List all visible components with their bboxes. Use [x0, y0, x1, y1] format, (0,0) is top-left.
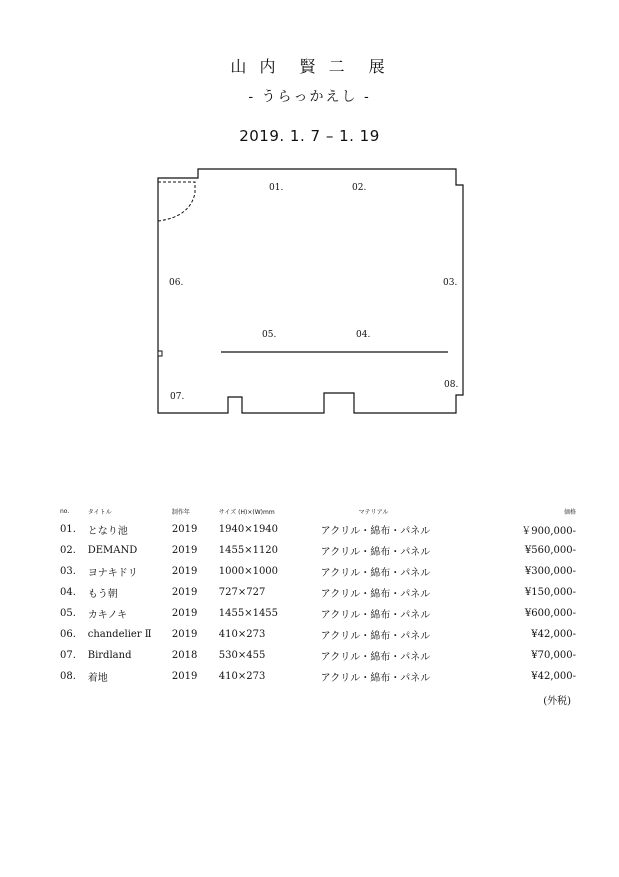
header-year: 制作年 [171, 508, 190, 516]
row-price: ¥150,000- [524, 587, 576, 598]
header-size: サイズ (H)×(W)mm [218, 508, 275, 516]
exhibition-title: 山 内 賢 二 展 [230, 57, 389, 76]
row-title: DEMAND [87, 545, 138, 556]
row-no: 06. [60, 629, 76, 640]
row-price: ¥600,000- [524, 608, 576, 619]
floor-plan [150, 165, 475, 425]
row-size: 1455×1120 [218, 545, 279, 556]
row-no: 04. [60, 587, 76, 598]
header-no: no. [60, 507, 70, 515]
row-year: 2019 [171, 608, 198, 619]
row-material: アクリル・綿布・パネル [320, 547, 431, 558]
spot-03: 03. [443, 278, 458, 288]
spot-06: 06. [169, 278, 184, 288]
row-price: ¥42,000- [531, 629, 576, 640]
row-price: ¥70,000- [531, 650, 576, 661]
table-row [52, 561, 576, 582]
row-price: ¥42,000- [531, 671, 576, 682]
table-row [52, 666, 576, 687]
tax-note: (外税) [543, 696, 571, 707]
row-title: ヨナキドリ [87, 568, 138, 579]
table-row [52, 519, 576, 540]
header-material: マテリアル [358, 508, 389, 516]
table-row [52, 603, 576, 624]
row-price: ¥560,000- [524, 545, 576, 556]
row-year: 2018 [171, 650, 198, 661]
row-title: となり池 [87, 526, 128, 537]
row-no: 08. [60, 671, 76, 682]
row-year: 2019 [171, 524, 198, 535]
row-title: もう朝 [87, 589, 118, 600]
table-row [52, 582, 576, 603]
row-year: 2019 [171, 629, 198, 640]
row-no: 02. [60, 545, 76, 556]
row-material: アクリル・綿布・パネル [320, 526, 431, 537]
row-title: Birdland [87, 650, 132, 661]
row-price: ¥300,000- [524, 566, 576, 577]
table-row [52, 645, 576, 666]
spot-02: 02. [352, 183, 367, 193]
floor-plan-drawing [150, 165, 475, 425]
table-header-row [52, 503, 576, 519]
row-material: アクリル・綿布・パネル [320, 673, 431, 684]
row-no: 05. [60, 608, 76, 619]
row-material: アクリル・綿布・パネル [320, 652, 431, 663]
row-title: chandelier Ⅱ [87, 629, 152, 640]
table-row [52, 624, 576, 645]
table-row [52, 540, 576, 561]
row-size: 1940×1940 [218, 524, 279, 535]
exhibition-dates: 2019. 1. 7 – 1. 19 [239, 127, 380, 145]
exhibition-subtitle: - うらっかえし - [248, 89, 371, 105]
row-material: アクリル・綿布・パネル [320, 589, 431, 600]
row-material: アクリル・綿布・パネル [320, 610, 431, 621]
door-swing [158, 182, 195, 221]
row-size: 410×273 [218, 629, 266, 640]
floor-plan-walls [158, 169, 463, 413]
row-title: 着地 [87, 673, 108, 684]
spot-05: 05. [262, 330, 277, 340]
header-price: 価格 [563, 508, 576, 516]
row-size: 530×455 [218, 650, 266, 661]
wall-notch [158, 351, 162, 356]
row-size: 410×273 [218, 671, 266, 682]
header-title: タイトル [87, 508, 112, 516]
works-table [52, 503, 576, 687]
row-no: 01. [60, 524, 76, 535]
spot-04: 04. [356, 330, 371, 340]
row-material: アクリル・綿布・パネル [320, 631, 431, 642]
spot-07: 07. [170, 392, 185, 402]
spot-01: 01. [269, 183, 284, 193]
row-year: 2019 [171, 545, 198, 556]
row-size: 1455×1455 [218, 608, 279, 619]
row-title: カキノキ [87, 610, 128, 621]
row-no: 07. [60, 650, 76, 661]
row-year: 2019 [171, 671, 198, 682]
spot-08: 08. [444, 380, 459, 390]
row-no: 03. [60, 566, 76, 577]
row-year: 2019 [171, 566, 198, 577]
row-material: アクリル・綿布・パネル [320, 568, 431, 579]
row-year: 2019 [171, 587, 198, 598]
row-price: ￥900,000- [521, 526, 576, 537]
row-size: 727×727 [218, 587, 266, 598]
row-size: 1000×1000 [218, 566, 279, 577]
